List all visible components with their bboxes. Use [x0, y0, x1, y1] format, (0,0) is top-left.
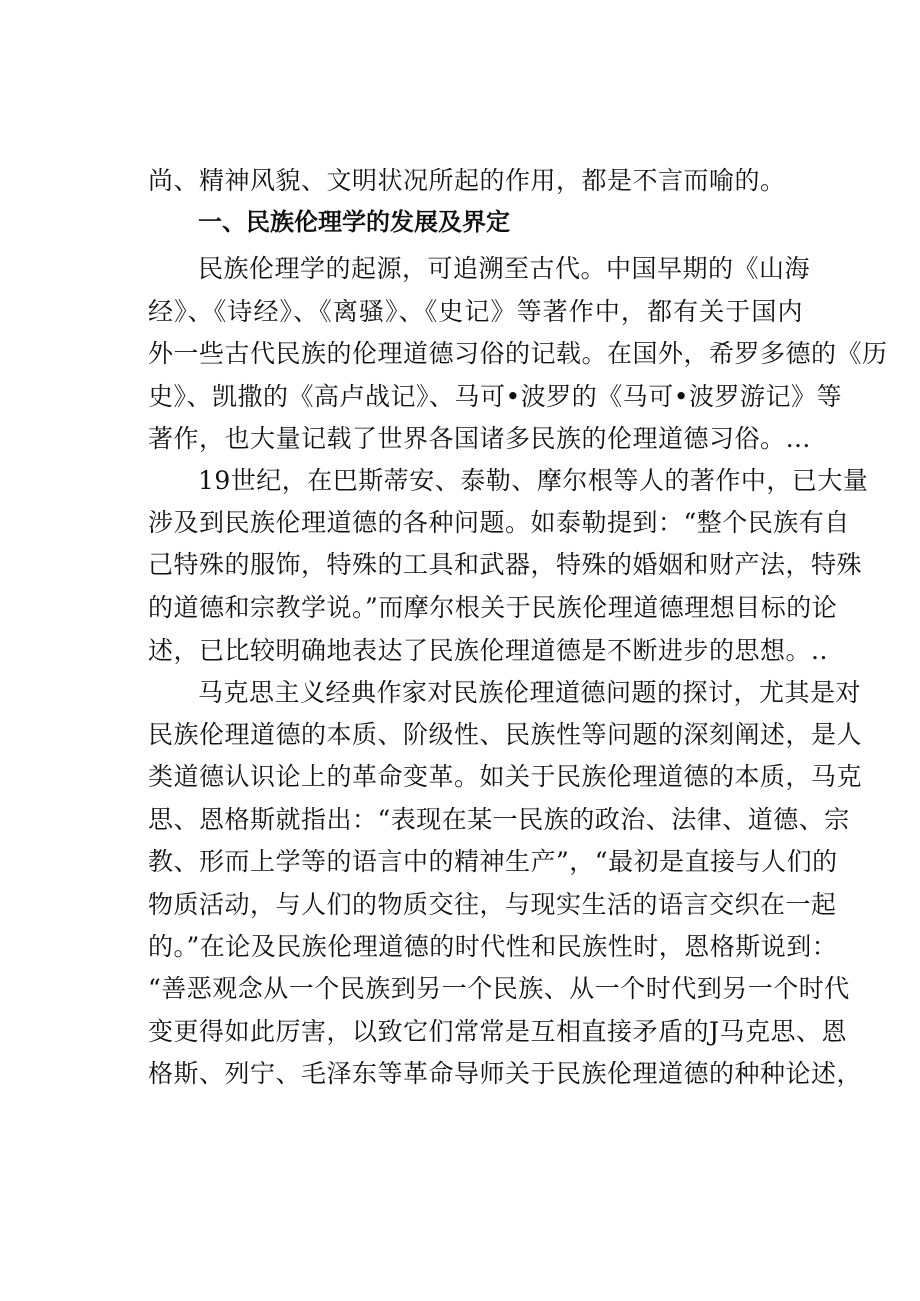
text-line: 类道德认识论上的革命变革。如关于民族伦理道德的本质，马克: [148, 762, 863, 791]
text-line: 马克思主义经典作家对民族伦理道德问题的探讨，尤其是对: [198, 678, 862, 707]
text-line: 的道德和宗教学说。”而摩尔根关于民族伦理道德理想目标的论: [148, 593, 838, 622]
text-line: 外一些古代民族的伦理道德习俗的记载。在国外，希罗多德的《历: [148, 339, 888, 368]
text-line: 19世纪，在巴斯蒂安、泰勒、摩尔根等人的著作中，已大量: [198, 466, 869, 495]
text-line: 经》、《诗经》、《离骚》、《史记》等著作中，都有关于国内: [148, 297, 803, 326]
text-line: 格斯、列宁、毛泽东等革命导师关于民族伦理道德的种种论述，: [148, 1059, 863, 1088]
text-line: 教、形而上学等的语言中的精神生产”，“最初是直接与人们的: [148, 847, 838, 876]
text-line: “善恶观念从一个民族到另一个民族、从一个时代到另一个时代: [148, 974, 850, 1003]
text-line: 史》、凯撒的《高卢战记》、马可•波罗的《马可•波罗游记》等: [148, 382, 842, 411]
text-line: 变更得如此厉害，以致它们常常是互相直接矛盾的J马克思、恩: [148, 1017, 848, 1046]
text-line: 涉及到民族伦理道德的各种问题。如泰勒提到：“整个民族有自: [148, 508, 850, 537]
text-line: 民族伦理学的起源，可追溯至古代。中国早期的《山海: [198, 254, 811, 283]
text-line: 物质活动，与人们的物质交往，与现实生活的语言交织在一起: [148, 890, 837, 919]
text-line: 己特殊的服饰，特殊的工具和武器，特殊的婚姻和财产法，特殊: [148, 550, 863, 579]
text-line: 思、恩格斯就指出：“表现在某一民族的政治、法律、道德、宗: [148, 805, 850, 834]
text-line: 民族伦理道德的本质、阶级性、民族性等问题的深刻阐述，是人: [148, 720, 863, 749]
text-line: 著作，也大量记载了世界各国诸多民族的伦理道德习俗。…: [148, 424, 812, 453]
text-line: 的。”在论及民族伦理道德的时代性和民族性时，恩格斯说到：: [148, 932, 838, 961]
text-line: 述，已比较明确地表达了民族伦理道德是不断进步的思想。..: [148, 636, 828, 665]
text-line: 尚、精神风貌、文明状况所起的作用，都是不言而喻的。: [148, 166, 786, 195]
section-heading: 一、民族伦理学的发展及界定: [198, 208, 510, 236]
